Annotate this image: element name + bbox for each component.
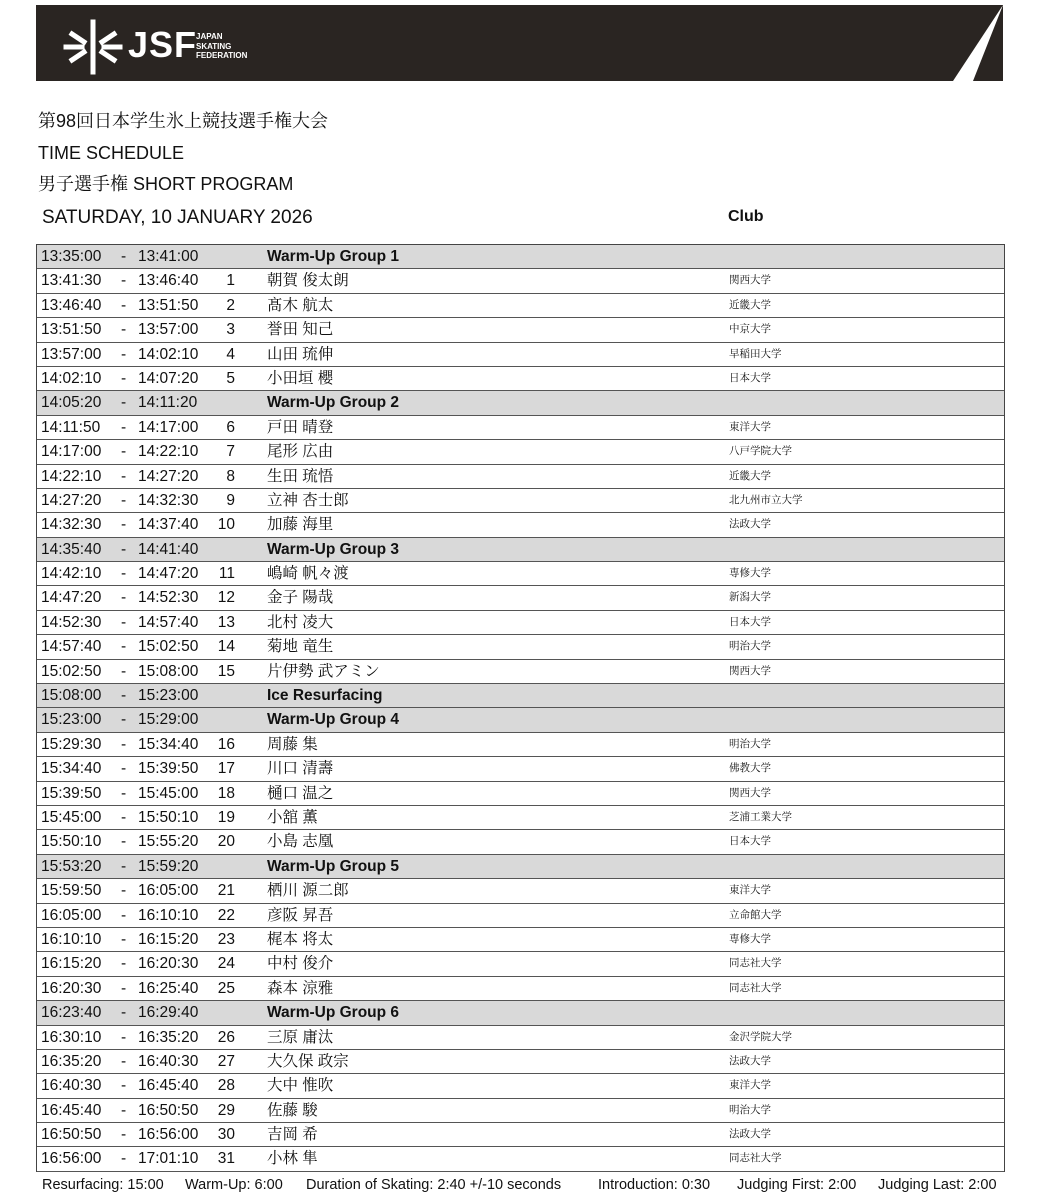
group-label: Warm-Up Group 4 bbox=[267, 711, 400, 729]
org-line-1: JAPAN bbox=[196, 32, 223, 41]
club-name: 金沢学院大学 bbox=[729, 1030, 792, 1043]
skater-name: 大久保 政宗 bbox=[267, 1052, 349, 1070]
group-label: Warm-Up Group 3 bbox=[267, 540, 400, 558]
time-separator: - bbox=[121, 272, 127, 290]
schedule-row bbox=[37, 294, 1004, 318]
time-separator: - bbox=[121, 443, 127, 461]
schedule-row bbox=[37, 952, 1004, 976]
skater-name: 小田垣 櫻 bbox=[267, 369, 334, 387]
end-time: 14:22:10 bbox=[138, 443, 199, 461]
start-time: 14:32:30 bbox=[41, 516, 102, 534]
club-name: 日本大学 bbox=[729, 371, 771, 384]
skater-name: 加藤 海里 bbox=[267, 516, 334, 534]
start-number: 18 bbox=[217, 784, 235, 802]
end-time: 16:15:20 bbox=[138, 930, 199, 948]
club-name: 関西大学 bbox=[729, 274, 771, 287]
start-time: 14:22:10 bbox=[41, 467, 102, 485]
start-time: 14:27:20 bbox=[41, 491, 102, 509]
time-separator: - bbox=[121, 711, 127, 729]
skater-name: 生田 琉悟 bbox=[267, 467, 334, 485]
schedule-row bbox=[37, 1026, 1004, 1050]
time-separator: - bbox=[121, 906, 127, 924]
start-number: 19 bbox=[217, 808, 235, 826]
header-banner bbox=[36, 5, 1003, 81]
schedule-group-row bbox=[37, 855, 1004, 879]
schedule-row bbox=[37, 562, 1004, 586]
start-number: 28 bbox=[217, 1077, 235, 1095]
start-number: 21 bbox=[217, 882, 235, 900]
schedule-row bbox=[37, 440, 1004, 464]
club-name: 法政大学 bbox=[729, 1128, 771, 1141]
group-label: Warm-Up Group 2 bbox=[267, 394, 400, 412]
end-time: 14:37:40 bbox=[138, 516, 199, 534]
start-number: 8 bbox=[226, 467, 235, 485]
start-time: 14:57:40 bbox=[41, 638, 102, 656]
footer-warmup: Warm-Up: 6:00 bbox=[185, 1177, 283, 1193]
skater-name: 佐藤 駿 bbox=[267, 1101, 318, 1119]
start-time: 16:20:30 bbox=[41, 979, 102, 997]
start-time: 14:17:00 bbox=[41, 443, 102, 461]
skater-name: 髙木 航太 bbox=[267, 296, 334, 314]
start-time: 15:29:30 bbox=[41, 735, 102, 753]
time-separator: - bbox=[121, 808, 127, 826]
skater-name: 朝賀 俊太朗 bbox=[267, 272, 349, 290]
skater-name: 菊地 竜生 bbox=[267, 638, 334, 656]
end-time: 16:35:20 bbox=[138, 1028, 199, 1046]
skater-name: 三原 庸汰 bbox=[267, 1028, 334, 1046]
start-number: 4 bbox=[226, 345, 235, 363]
start-time: 16:45:40 bbox=[41, 1101, 102, 1119]
club-name: 佛教大学 bbox=[729, 762, 771, 775]
schedule-row bbox=[37, 660, 1004, 684]
start-time: 15:45:00 bbox=[41, 808, 102, 826]
start-time: 16:15:20 bbox=[41, 955, 102, 973]
club-name: 日本大学 bbox=[729, 835, 771, 848]
start-number: 1 bbox=[226, 272, 235, 290]
schedule-row bbox=[37, 489, 1004, 513]
club-name: 関西大学 bbox=[729, 664, 771, 677]
time-separator: - bbox=[121, 589, 127, 607]
time-separator: - bbox=[121, 321, 127, 339]
schedule-group-row bbox=[37, 684, 1004, 708]
club-name: 新潟大学 bbox=[729, 591, 771, 604]
end-time: 14:47:20 bbox=[138, 565, 199, 583]
start-time: 16:23:40 bbox=[41, 1004, 102, 1022]
start-time: 14:11:50 bbox=[41, 418, 101, 436]
start-number: 13 bbox=[217, 613, 235, 631]
club-name: 中京大学 bbox=[729, 323, 771, 336]
start-time: 14:02:10 bbox=[41, 369, 102, 387]
schedule-group-row bbox=[37, 538, 1004, 562]
schedule-row bbox=[37, 1123, 1004, 1147]
start-time: 15:34:40 bbox=[41, 760, 102, 778]
schedule-row bbox=[37, 1074, 1004, 1098]
club-name: 専修大学 bbox=[729, 932, 771, 945]
time-separator: - bbox=[121, 345, 127, 363]
end-time: 14:52:30 bbox=[138, 589, 199, 607]
start-number: 17 bbox=[217, 760, 235, 778]
end-time: 14:17:00 bbox=[138, 418, 199, 436]
organization-name bbox=[196, 32, 247, 61]
start-time: 13:35:00 bbox=[41, 248, 102, 265]
schedule-row bbox=[37, 757, 1004, 781]
end-time: 16:56:00 bbox=[138, 1126, 199, 1144]
start-time: 14:05:20 bbox=[41, 394, 102, 412]
skater-name: 立神 杏士郎 bbox=[267, 491, 349, 509]
start-time: 13:57:00 bbox=[41, 345, 102, 363]
schedule-row bbox=[37, 977, 1004, 1001]
time-separator: - bbox=[121, 369, 127, 387]
start-number: 25 bbox=[217, 979, 235, 997]
skater-name: 戸田 晴登 bbox=[267, 418, 334, 436]
schedule-row bbox=[37, 733, 1004, 757]
start-number: 15 bbox=[217, 662, 235, 680]
skater-name: 嶋崎 帆々渡 bbox=[267, 565, 349, 583]
schedule-row bbox=[37, 416, 1004, 440]
time-separator: - bbox=[121, 1150, 127, 1168]
skater-name: 片伊勢 武アミン bbox=[267, 662, 380, 680]
schedule-group-row bbox=[37, 1001, 1004, 1025]
decorative-stripe-icon bbox=[893, 5, 1003, 81]
schedule-title: TIME SCHEDULE bbox=[38, 143, 185, 163]
start-time: 14:52:30 bbox=[41, 613, 102, 631]
end-time: 15:02:50 bbox=[138, 638, 199, 656]
start-number: 2 bbox=[226, 296, 235, 314]
start-time: 13:41:30 bbox=[41, 272, 102, 290]
start-number: 11 bbox=[218, 565, 235, 583]
schedule-row bbox=[37, 635, 1004, 659]
start-time: 16:40:30 bbox=[41, 1077, 102, 1095]
event-title: 第98回日本学生氷上競技選手権大会 bbox=[38, 111, 329, 131]
skater-name: 梶本 将太 bbox=[267, 930, 334, 948]
start-time: 16:56:00 bbox=[41, 1150, 102, 1168]
start-time: 15:08:00 bbox=[41, 687, 102, 705]
org-line-3: FEDERATION bbox=[196, 51, 248, 60]
category-title: 男子選手権 SHORT PROGRAM bbox=[38, 174, 294, 194]
start-time: 16:05:00 bbox=[41, 906, 102, 924]
group-label: Warm-Up Group 5 bbox=[267, 857, 400, 875]
start-number: 10 bbox=[217, 516, 235, 534]
start-time: 16:35:20 bbox=[41, 1052, 102, 1070]
start-time: 15:39:50 bbox=[41, 784, 102, 802]
time-separator: - bbox=[121, 930, 127, 948]
end-time: 13:41:00 bbox=[138, 248, 199, 265]
club-name: 芝浦工業大学 bbox=[729, 810, 792, 823]
end-time: 13:51:50 bbox=[138, 296, 199, 314]
club-name: 東洋大学 bbox=[729, 1079, 771, 1092]
start-time: 16:10:10 bbox=[41, 930, 102, 948]
end-time: 14:07:20 bbox=[138, 369, 199, 387]
schedule-row bbox=[37, 806, 1004, 830]
club-name: 専修大学 bbox=[729, 567, 771, 580]
club-name: 近畿大学 bbox=[729, 298, 771, 311]
schedule-date: SATURDAY, 10 JANUARY 2026 bbox=[42, 207, 313, 228]
time-separator: - bbox=[121, 760, 127, 778]
schedule-row bbox=[37, 1050, 1004, 1074]
jsf-logo-text: JSF bbox=[128, 24, 198, 65]
time-separator: - bbox=[121, 248, 127, 265]
schedule-row bbox=[37, 343, 1004, 367]
schedule-row bbox=[37, 465, 1004, 489]
end-time: 16:25:40 bbox=[138, 979, 199, 997]
schedule-table bbox=[36, 244, 1005, 1172]
time-separator: - bbox=[121, 833, 127, 851]
start-time: 14:47:20 bbox=[41, 589, 102, 607]
start-number: 20 bbox=[217, 833, 235, 851]
club-name: 早稲田大学 bbox=[729, 347, 782, 360]
start-number: 3 bbox=[226, 321, 235, 339]
time-separator: - bbox=[121, 394, 127, 412]
start-number: 26 bbox=[217, 1028, 235, 1046]
start-time: 15:59:50 bbox=[41, 882, 102, 900]
time-separator: - bbox=[121, 565, 127, 583]
club-name: 八戸学院大学 bbox=[729, 445, 792, 458]
footer-judging-last: Judging Last: 2:00 bbox=[878, 1177, 997, 1193]
schedule-row bbox=[37, 830, 1004, 854]
time-separator: - bbox=[121, 1101, 127, 1119]
start-number: 16 bbox=[217, 735, 235, 753]
skater-name: 樋口 温之 bbox=[267, 784, 334, 802]
club-name: 関西大学 bbox=[729, 786, 771, 799]
footer-introduction: Introduction: 0:30 bbox=[598, 1177, 711, 1193]
skater-name: 北村 凌大 bbox=[267, 613, 334, 631]
club-name: 明治大学 bbox=[729, 1103, 771, 1116]
start-time: 15:02:50 bbox=[41, 662, 102, 680]
end-time: 16:50:50 bbox=[138, 1101, 199, 1119]
start-number: 23 bbox=[217, 930, 235, 948]
start-time: 16:50:50 bbox=[41, 1126, 102, 1144]
end-time: 15:29:00 bbox=[138, 711, 199, 729]
end-time: 16:45:40 bbox=[138, 1077, 199, 1095]
time-separator: - bbox=[121, 540, 127, 558]
schedule-row bbox=[37, 928, 1004, 952]
time-separator: - bbox=[121, 1126, 127, 1144]
time-separator: - bbox=[121, 638, 127, 656]
time-separator: - bbox=[121, 882, 127, 900]
jsf-snowflake-logo-icon bbox=[62, 16, 124, 78]
start-number: 30 bbox=[217, 1126, 235, 1144]
skater-name: 森本 涼雅 bbox=[267, 979, 334, 997]
time-separator: - bbox=[121, 1052, 127, 1070]
start-number: 5 bbox=[226, 369, 235, 387]
time-separator: - bbox=[121, 467, 127, 485]
club-name: 東洋大学 bbox=[729, 884, 771, 897]
time-separator: - bbox=[121, 516, 127, 534]
time-separator: - bbox=[121, 1077, 127, 1095]
schedule-group-row bbox=[37, 391, 1004, 415]
group-label: Warm-Up Group 1 bbox=[267, 248, 400, 265]
start-time: 15:23:00 bbox=[41, 711, 102, 729]
end-time: 14:27:20 bbox=[138, 467, 199, 485]
schedule-row bbox=[37, 904, 1004, 928]
schedule-group-row bbox=[37, 708, 1004, 732]
time-separator: - bbox=[121, 687, 127, 705]
end-time: 14:41:40 bbox=[138, 540, 199, 558]
end-time: 13:57:00 bbox=[138, 321, 199, 339]
end-time: 16:29:40 bbox=[138, 1004, 199, 1022]
skater-name: 尾形 広由 bbox=[267, 443, 334, 461]
end-time: 16:05:00 bbox=[138, 882, 199, 900]
org-line-2: SKATING bbox=[196, 41, 232, 51]
end-time: 15:55:20 bbox=[138, 833, 199, 851]
schedule-row bbox=[37, 1147, 1004, 1171]
club-name: 近畿大学 bbox=[729, 469, 771, 482]
end-time: 15:59:20 bbox=[138, 857, 199, 875]
skater-name: 栖川 源二郎 bbox=[267, 882, 349, 900]
start-number: 7 bbox=[226, 443, 235, 461]
club-column-header: Club bbox=[728, 208, 764, 225]
club-name: 同志社大学 bbox=[729, 1152, 782, 1165]
start-time: 13:46:40 bbox=[41, 296, 102, 314]
time-separator: - bbox=[121, 613, 127, 631]
start-time: 15:53:20 bbox=[41, 857, 102, 875]
end-time: 15:45:00 bbox=[138, 784, 199, 802]
schedule-row bbox=[37, 367, 1004, 391]
end-time: 14:57:40 bbox=[138, 613, 199, 631]
start-time: 14:42:10 bbox=[41, 565, 102, 583]
time-separator: - bbox=[121, 857, 127, 875]
time-separator: - bbox=[121, 491, 127, 509]
time-separator: - bbox=[121, 979, 127, 997]
skater-name: 彦阪 昇吾 bbox=[267, 906, 334, 924]
schedule-row bbox=[37, 513, 1004, 537]
club-name: 日本大学 bbox=[729, 615, 771, 628]
end-time: 16:10:10 bbox=[138, 906, 199, 924]
club-name: 法政大学 bbox=[729, 518, 771, 531]
start-number: 31 bbox=[217, 1150, 235, 1168]
skater-name: 周藤 集 bbox=[267, 735, 318, 753]
skater-name: 金子 陽哉 bbox=[267, 589, 334, 607]
start-number: 22 bbox=[217, 906, 235, 924]
end-time: 17:01:10 bbox=[138, 1150, 199, 1168]
schedule-row bbox=[37, 879, 1004, 903]
start-number: 12 bbox=[217, 589, 235, 607]
schedule-group-row bbox=[37, 245, 1004, 269]
skater-name: 小林 隼 bbox=[267, 1150, 318, 1168]
schedule-row bbox=[37, 586, 1004, 610]
club-name: 同志社大学 bbox=[729, 957, 782, 970]
footer-judging-first: Judging First: 2:00 bbox=[737, 1177, 857, 1193]
time-separator: - bbox=[121, 1028, 127, 1046]
time-separator: - bbox=[121, 1004, 127, 1022]
end-time: 15:50:10 bbox=[138, 808, 199, 826]
club-name: 明治大学 bbox=[729, 640, 771, 653]
time-separator: - bbox=[121, 784, 127, 802]
footer-duration: Duration of Skating: 2:40 +/-10 seconds bbox=[306, 1177, 562, 1193]
end-time: 14:02:10 bbox=[138, 345, 199, 363]
group-label: Ice Resurfacing bbox=[267, 687, 383, 705]
start-number: 27 bbox=[217, 1052, 235, 1070]
skater-name: 川口 清壽 bbox=[267, 760, 334, 778]
end-time: 16:40:30 bbox=[138, 1052, 199, 1070]
time-separator: - bbox=[121, 296, 127, 314]
end-time: 15:39:50 bbox=[138, 760, 199, 778]
end-time: 14:32:30 bbox=[138, 491, 199, 509]
start-time: 15:50:10 bbox=[41, 833, 102, 851]
group-label: Warm-Up Group 6 bbox=[267, 1004, 400, 1022]
club-name: 北九州市立大学 bbox=[729, 493, 803, 506]
skater-name: 誉田 知己 bbox=[267, 321, 334, 339]
end-time: 15:34:40 bbox=[138, 735, 199, 753]
skater-name: 山田 琉伸 bbox=[267, 345, 334, 363]
start-number: 9 bbox=[226, 491, 235, 509]
time-separator: - bbox=[121, 662, 127, 680]
skater-name: 小島 志凰 bbox=[267, 833, 334, 851]
schedule-row bbox=[37, 318, 1004, 342]
schedule-row bbox=[37, 269, 1004, 293]
start-number: 6 bbox=[226, 418, 235, 436]
skater-name: 中村 俊介 bbox=[267, 955, 334, 973]
skater-name: 吉岡 希 bbox=[267, 1126, 318, 1144]
time-separator: - bbox=[121, 735, 127, 753]
schedule-row bbox=[37, 1099, 1004, 1123]
start-number: 14 bbox=[217, 638, 235, 656]
club-name: 同志社大学 bbox=[729, 981, 782, 994]
club-name: 東洋大学 bbox=[729, 420, 771, 433]
end-time: 15:23:00 bbox=[138, 687, 199, 705]
end-time: 16:20:30 bbox=[138, 955, 199, 973]
club-name: 法政大学 bbox=[729, 1054, 771, 1067]
end-time: 13:46:40 bbox=[138, 272, 199, 290]
schedule-row bbox=[37, 782, 1004, 806]
time-separator: - bbox=[121, 418, 127, 436]
club-name: 明治大学 bbox=[729, 737, 771, 750]
start-time: 16:30:10 bbox=[41, 1028, 102, 1046]
footer-resurfacing: Resurfacing: 15:00 bbox=[42, 1177, 164, 1193]
club-name: 立命館大学 bbox=[729, 908, 782, 921]
skater-name: 大中 惟吹 bbox=[267, 1077, 334, 1095]
end-time: 15:08:00 bbox=[138, 662, 199, 680]
start-time: 14:35:40 bbox=[41, 540, 102, 558]
start-number: 29 bbox=[217, 1101, 235, 1119]
skater-name: 小舘 薫 bbox=[267, 808, 318, 826]
start-time: 13:51:50 bbox=[41, 321, 102, 339]
schedule-row bbox=[37, 611, 1004, 635]
end-time: 14:11:20 bbox=[138, 394, 198, 412]
start-number: 24 bbox=[217, 955, 235, 973]
time-separator: - bbox=[121, 955, 127, 973]
